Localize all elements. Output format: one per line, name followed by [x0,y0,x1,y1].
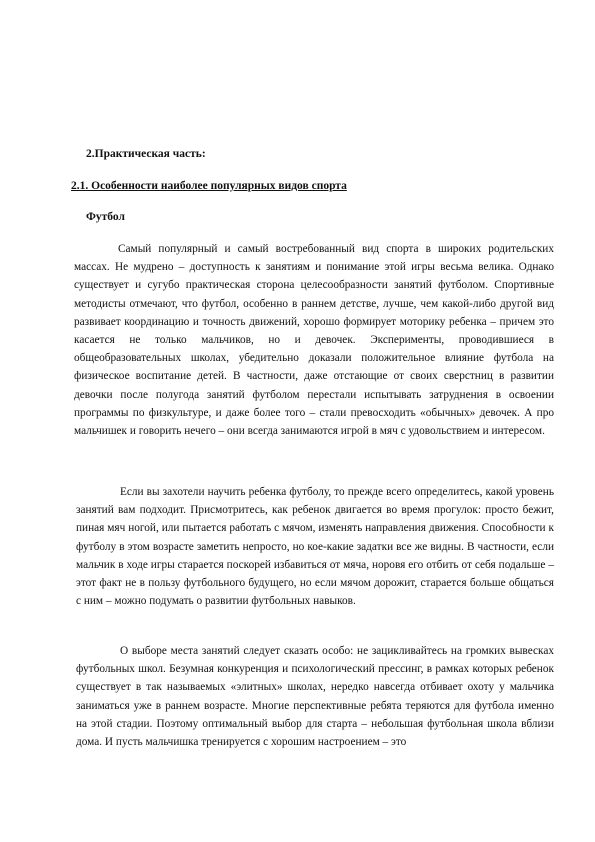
body-paragraph: Если вы захотели научить ребенка футболу, то прежде всего определитесь, какой уровень занятий вам подходит. Присмотритесь, как ребенок двигается во время прогулок: просто бежит, пиная мяч ногой, или пытается работать с мячом, изменять направления движения. Способности к футболу в этом возрасте заметить непросто, но кое-какие задатки все же видны. В частности, если мальчик в ходе игры старается поскорей избавиться от мяча, норовя его отбить от себя подальше – этот факт не в пользу футбольного будущего, но если мячом дорожит, старается больше общаться с ним – можно подумать о развитии футбольных навыков. [76,486,554,608]
subsection-heading: 2.1. Особенности наиболее популярных видов спорта [71,180,347,192]
section-heading: 2.Практическая часть: [86,148,206,160]
topic-heading: Футбол [86,211,125,223]
body-paragraph: О выборе места занятий следует сказать особо: не зацикливайтесь на громких вывесках футбольных школ. Безумная конкуренция и психологический прессинг, в рамках которых ребенок существует в так называемых «элитных» школах, нередко навсегда отбивает охоту у мальчика заниматься уже в раннем возрасте. Многие перспективные ребята теряются для футбола именно на этой стадии. Поэтому оптимальный выбор для старта – небольшая футбольная школа вблизи дома. И пусть мальчишка тренируется с хорошим настроением – это [76,645,554,749]
body-paragraph: Самый популярный и самый востребованный вид спорта в широких родительских массах. Не мудрено – доступность к занятиям и понимание этой игры весьма велика. Однако существует и сугубо практическая сторона целесообразности занятий футболом. Спортивные методисты отмечают, что футбол, особенно в раннем детстве, лучше, чем какой-либо другой вид развивает координацию и точность движений, хорошо формирует моторику ребенка – причем это касается не только мальчиков, но и девочек. Эксперименты, проводившиеся в общеобразовательных школах, убедительно доказали положительное влияние футбола на физическое воспитание детей. В частности, даже отстающие от своих сверстниц в развитии девочки после полугода занятий футболом перестали испытывать затруднения в освоении программы по физкультуре, и даже более того – стали превосходить «обычных» девочек. А про мальчишек и говорить нечего – они всегда занимаются игрой в мяч с удовольствием и интересом. [74,243,554,438]
